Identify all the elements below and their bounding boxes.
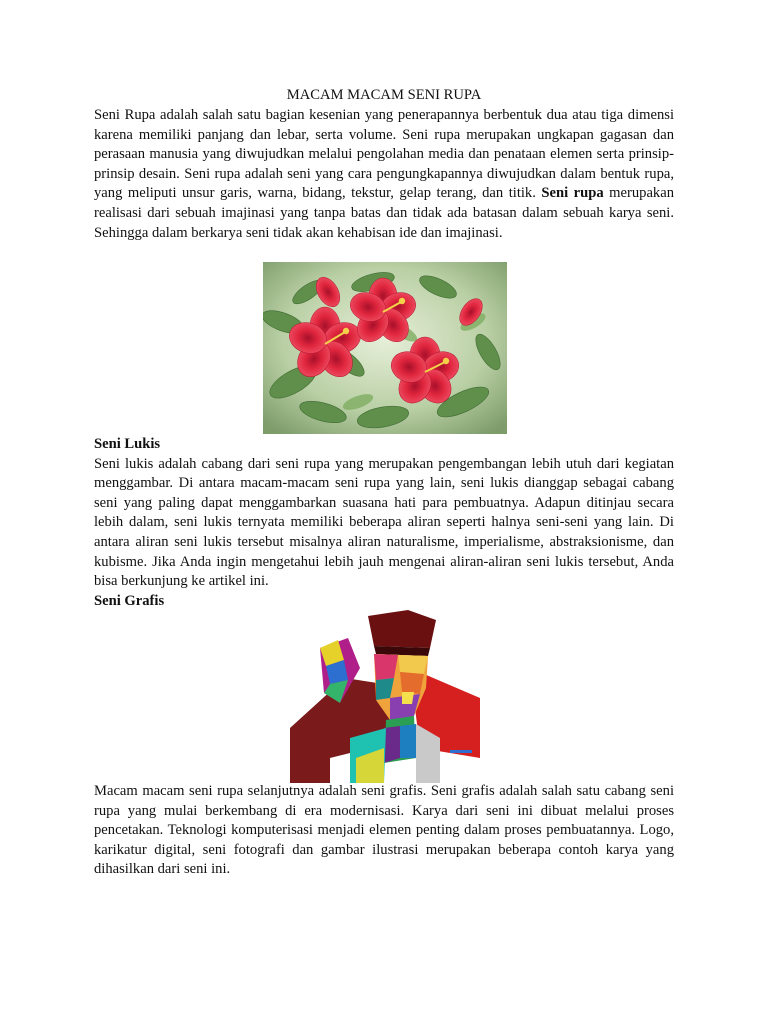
seni-grafis-paragraph: Macam macam seni rupa selanjutnya adalah seni grafis. Seni grafis adalah salah satu cabang seni rupa yang mulai berkembang di era modernisasi. Karya dari seni ini dibuat melalui proses pencetakan. Teknologi komputerisasi menjadi elemen penting dalam proses pembuatannya. Logo, karikatur digital, seni fotografi dan gambar ilustrasi merupakan beberapa contoh karya yang dihasilkan dari seni ini. xyxy=(94,783,674,878)
intro-paragraph xyxy=(94,106,674,243)
page-title: MACAM MACAM SENI RUPA xyxy=(286,87,482,103)
hibiscus-painting-svg xyxy=(263,262,507,434)
intro-text-1: Seni Rupa adalah salah satu bagian kesenian yang penerapannya berbentuk dua atau tiga dimensi karena memiliki panjang dan lebar, serta volume. Seni rupa merupakan ungkapan gagasan dan perasaan manusia yang diwujudkan melalui pengolahan media dan penataan elemen serta prinsip-prinsip desain. Seni rupa adalah seni yang cara pengungkapannya diwujudkan dalam bentuk rupa, yang meliputi unsur garis, warna, bidang, tekstur, gelap terang, dan titik. xyxy=(94,107,674,202)
intro-section xyxy=(94,106,674,243)
seni-grafis-heading: Seni Grafis xyxy=(94,592,165,609)
seni-lukis-heading: Seni Lukis xyxy=(94,436,161,452)
intro-text-2: merupakan realisasi dari sebuah imajinasi yang tanpa batas dan tidak ada batasan dalam sebuah karya seni. Sehingga dalam berkarya seni tidak akan kehabisan ide dan imajinasi. xyxy=(94,185,675,241)
wpap-portrait-svg xyxy=(290,608,480,783)
intro-bold-term: Seni rupa xyxy=(541,185,604,202)
wpap-portrait-image xyxy=(290,608,480,783)
seni-grafis-section xyxy=(94,782,674,880)
hibiscus-painting-image xyxy=(263,262,507,434)
seni-lukis-paragraph: Seni lukis adalah cabang dari seni rupa yang merupakan pengembangan lebih utuh dari kegiatan menggambar. Di antara macam-macam seni rupa yang lain, seni lukis dianggap sebagai cabang seni yang paling dapat menggambarkan suasana hati para pembuatnya. Adapun ditinjau secara lebih dalam, seni lukis ternyata memiliki beberapa aliran seperti halnya seni-seni yang lain. Di antara aliran seni lukis tersebut misalnya aliran naturalisme, imperialisme, abstraksionisme, dan kubisme. Jika Anda ingin mengetahui lebih jauh mengenai aliran-aliran seni lukis tersebut, Anda bisa berkunjung ke artikel ini. xyxy=(94,455,674,590)
seni-lukis-section xyxy=(94,435,674,611)
